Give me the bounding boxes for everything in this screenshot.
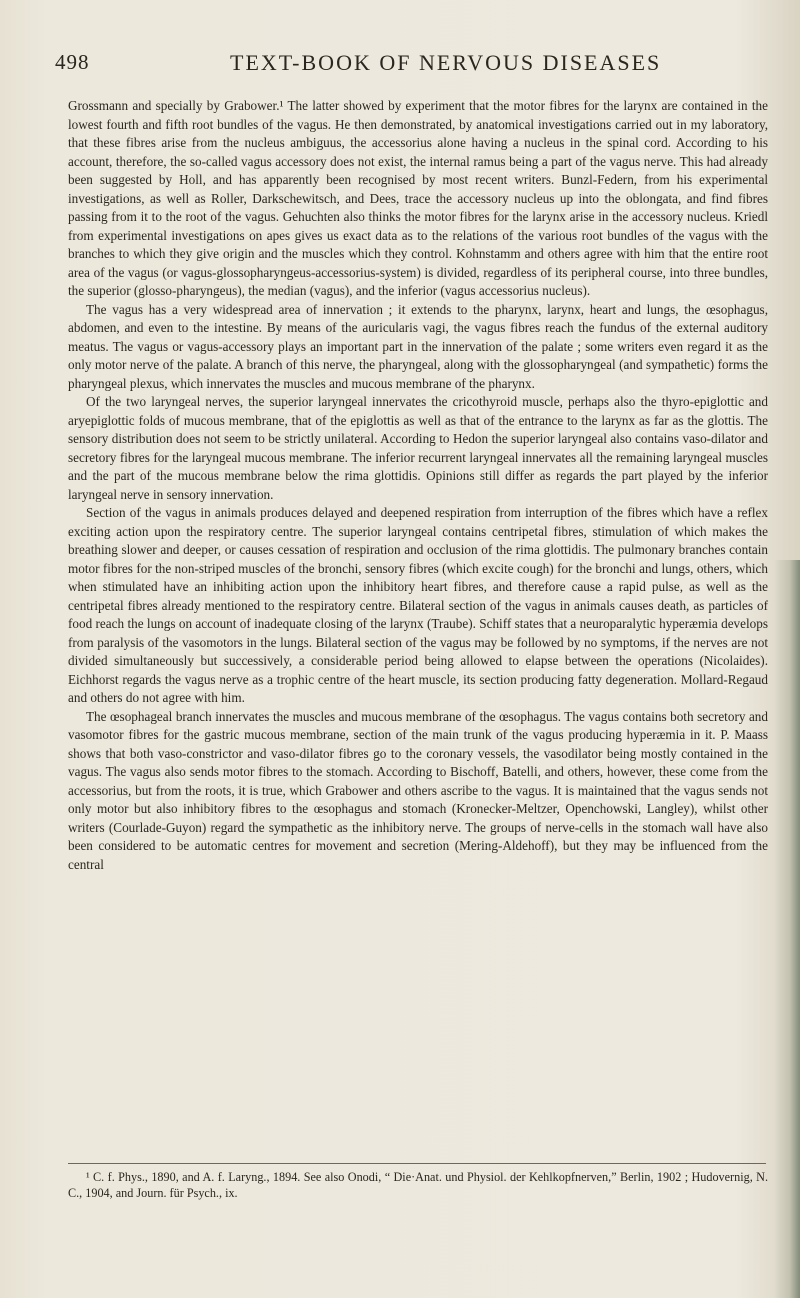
paragraph: The vagus has a very widespread area of innervation ; it extends to the pharynx, larynx, heart and lungs, the œsophagus, abdomen, and even to the intestine. By means of the auricularis vagi, the vagus fibres reach the fundus of the external auditory meatus. The vagus or vagus-accessory plays an important part in the innervation of the palate ; some writers even regard it as the only motor nerve of the palate. A branch of this nerve, the pharyngeal, along with the glossopharyngeal (and sympathetic) forms the pharyngeal plexus, which innervates the muscles and mucous membrane of the pharynx. [68,301,768,391]
page-edge-shadow [774,560,800,1298]
footnotes [68,1169,768,1201]
paragraph: Of the two laryngeal nerves, the superior laryngeal innervates the cricothyroid muscle, perhaps also the thyro-epiglottic and aryepiglottic folds of mucous membrane, that of the epiglottis as well as that of the entrance to the larynx as far as the glottis. The sensory distribution does not seem to be strictly unilateral. According to Hedon the superior laryngeal also contains vaso-dilator and secretory fibres for the laryngeal mucous membrane. The inferior recurrent laryngeal innervates all the remaining laryngeal muscles and the part of the mucous membrane below the rima glottidis. Opinions still differ as regards the part played by the inferior laryngeal nerve in sensory innervation. [68,394,768,502]
paragraph: Section of the vagus in animals produces delayed and deepened respiration from interruption of the fibres which have a reflex exciting action upon the respiratory centre. The superior laryngeal contains centripetal fibres, stimulation of which makes the breathing slower and deeper, or causes cessation of respiration and occlusion of the rima glottidis. The pulmonary branches contain motor fibres for the non-striped muscles of the bronchi, sensory fibres (which excite cough) for the bronchi and lungs, others, which when stimulated have an inhibiting action upon the inhibitory heart fibres, and therefore cause a rapid pulse, as well as the centripetal fibres already mentioned to the respiratory centre. Bilateral section of the vagus in animals causes death, as particles of food reach the lungs on account of inadequate closing of the larynx (Traube). Schiff states that a neuroparalytic hyperæmia develops from paralysis of the vasomotors in the lungs. Bilateral section of the vagus may be followed by no symptoms, if the nerves are not divided simultaneously but successively, a considerable period being allowed to elapse between the operations (Nicolaides). Eichhorst regards the vagus nerve as a trophic centre of the heart muscle, its section producing fatty degeneration. Mollard-Regaud and others do not agree with him. [68,505,768,705]
footnote: ¹ C. f. Phys., 1890, and A. f. Laryng., 1894. See also Onodi, “ Die·Anat. und Physiol. der Kehlkopfnerven,” Berlin, 1902 ; Hudovernig, N. C., 1904, and Journ. für Psych., ix. [68,1170,768,1200]
body-text [68,97,768,874]
paragraph: The œsophageal branch innervates the muscles and mucous membrane of the œsophagus. The vagus contains both secretory and vasomotor fibres for the gastric mucous membrane, section of the main trunk of the vagus producing hyperæmia in it. P. Maass shows that both vaso-constrictor and vaso-dilator fibres go to the coronary vessels, the vasodilator being mostly contained in the vagus. The vagus also sends motor fibres to the stomach. According to Bischoff, Batelli, and others, however, these come from the accessorius, but from the roots, it is true, which Grabower and others ascribe to the vagus. It is maintained that the vagus sends not only motor but also inhibitory fibres to the œsophagus and stomach (Kronecker-Meltzer, Openchowski, Langley), whilst other writers (Courlade-Guyon) regard the sympathetic as the inhibitory nerve. The groups of nerve-cells in the stomach wall have also been considered to be automatic centres for movement and secretion (Mering-Aldehoff), but they may be influenced from the central [68,708,768,872]
paragraph: Grossmann and specially by Grabower.¹ The latter showed by experiment that the motor fibres for the larynx are contained in the lowest fourth and fifth root bundles of the vagus. He then demonstrated, by anatomical investigations carried out in my laboratory, that these fibres arise from the nucleus ambiguus, the accessorius alone having a nucleus in the spinal cord. According to his account, therefore, the so-called vagus accessory does not exist, the internal ramus being a part of the vagus nerve. This had already been suggested by Holl, and has apparently been recognised by most recent writers. Bunzl-Federn, from his experimental investigations, as well as Roller, Darkschewitsch, and Dees, trace the accessory nucleus up into the oblongata, and find fibres passing from it to the root of the vagus. Gehuchten also thinks the motor fibres for the larynx arise in the accessory nucleus. Kriedl from experimental investigations on apes gives us exact data as to the relations of the various root bundles of the vagus with the branches to which they give origin and the muscles which they control. Kohnstamm and others agree with him that the entire root area of the vagus (or vagus-glossopharyngeus-accessorius-system) is divided, regardless of its peripheral course, into three bundles, the superior (glosso-pharyngeus), the median (vagus), and the inferior (vagus accessorius nucleus). [68,98,768,298]
page-header [55,50,755,84]
page-number: 498 [55,50,90,74]
running-title: TEXT-BOOK OF NERVOUS DISEASES [230,50,662,75]
footnote-divider [68,1163,766,1164]
